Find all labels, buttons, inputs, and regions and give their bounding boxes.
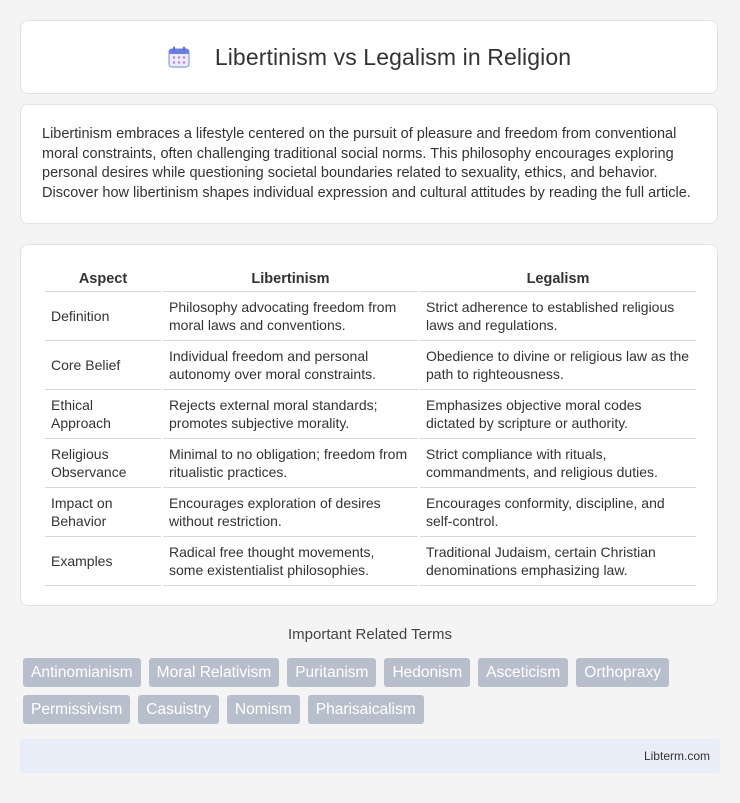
intro-paragraph: Libertinism embraces a lifestyle centered on the pursuit of pleasure and freedom from conventional moral constraints, often challenging traditional social norms. This philosophy encourages exploring personal desires while questioning societal boundaries related to sexuality, ethics, and behavior. Discover how libertinism shapes individual expression and cultural attitudes by reading the full article. <box>42 126 691 201</box>
footer-bar <box>20 739 720 773</box>
related-term-tag[interactable]: Orthopraxy <box>576 658 669 687</box>
table-header-row <box>45 265 696 292</box>
libertinism-cell: Minimal to no obligation; freedom from ritualistic practices. <box>163 439 418 488</box>
legalism-cell: Obedience to divine or religious law as the path to righteousness. <box>420 341 696 390</box>
page-title: Libertinism vs Legalism in Religion <box>214 43 572 70</box>
related-terms-heading: Important Related Terms <box>288 626 452 643</box>
related-terms-list <box>23 658 703 724</box>
legalism-cell: Encourages conformity, discipline, and self-control. <box>420 488 696 537</box>
libertinism-cell: Rejects external moral standards; promotes subjective morality. <box>163 390 418 439</box>
related-term-tag[interactable]: Puritanism <box>287 658 376 687</box>
related-term-tag[interactable]: Asceticism <box>478 658 568 687</box>
comparison-card <box>20 244 718 606</box>
aspect-cell: Religious Observance <box>45 439 161 488</box>
header-legalism: Legalism <box>420 265 696 292</box>
header-aspect: Aspect <box>45 265 161 292</box>
libertinism-cell: Radical free thought movements, some existentialist philosophies. <box>163 537 418 586</box>
footer-site-link[interactable]: Libterm.com <box>643 749 710 763</box>
aspect-cell: Examples <box>45 537 161 586</box>
aspect-cell: Core Belief <box>45 341 161 390</box>
legalism-cell: Strict adherence to established religious laws and regulations. <box>420 292 696 341</box>
libertinism-cell: Individual freedom and personal autonomy over moral constraints. <box>163 341 418 390</box>
table-row <box>45 488 696 537</box>
header-libertinism: Libertinism <box>163 265 418 292</box>
legalism-cell: Traditional Judaism, certain Christian denominations emphasizing law. <box>420 537 696 586</box>
related-term-tag[interactable]: Antinomianism <box>23 658 141 687</box>
title-card <box>20 20 718 94</box>
related-term-tag[interactable]: Casuistry <box>138 695 219 724</box>
related-term-tag[interactable]: Nomism <box>227 695 300 724</box>
table-row <box>45 292 696 341</box>
related-term-tag[interactable]: Permissivism <box>23 695 130 724</box>
title-row <box>21 21 717 93</box>
table-row <box>45 390 696 439</box>
aspect-cell: Definition <box>45 292 161 341</box>
intro-card <box>20 104 718 224</box>
comparison-table <box>43 265 698 586</box>
libertinism-cell: Encourages exploration of desires without restriction. <box>163 488 418 537</box>
calendar-icon <box>167 45 191 69</box>
related-term-tag[interactable]: Moral Relativism <box>149 658 280 687</box>
table-row <box>45 537 696 586</box>
aspect-cell: Ethical Approach <box>45 390 161 439</box>
table-row <box>45 341 696 390</box>
legalism-cell: Strict compliance with rituals, commandments, and religious duties. <box>420 439 696 488</box>
related-term-tag[interactable]: Pharisaicalism <box>308 695 424 724</box>
libertinism-cell: Philosophy advocating freedom from moral laws and conventions. <box>163 292 418 341</box>
aspect-cell: Impact on Behavior <box>45 488 161 537</box>
related-term-tag[interactable]: Hedonism <box>384 658 470 687</box>
table-row <box>45 439 696 488</box>
legalism-cell: Emphasizes objective moral codes dictated by scripture or authority. <box>420 390 696 439</box>
